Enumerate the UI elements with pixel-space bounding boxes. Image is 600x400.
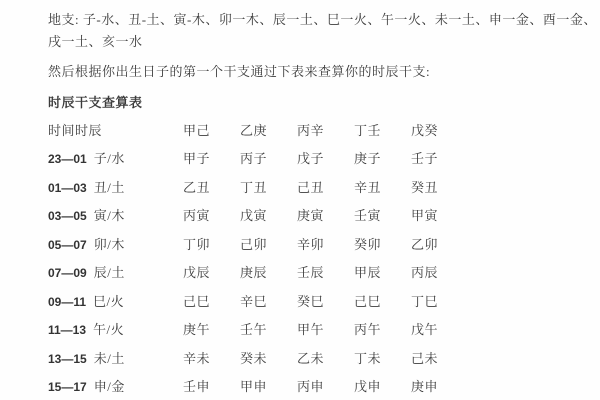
ganzhi-cell: 丁卯 — [183, 236, 211, 252]
ganzhi-cell: 丙辰 — [411, 265, 439, 281]
table-row — [48, 201, 588, 230]
branch-element: 丑/土 — [93, 179, 125, 195]
branch-element: 申/金 — [93, 379, 125, 395]
ganzhi-cell: 壬申 — [183, 379, 211, 395]
ganzhi-cell: 庚午 — [183, 322, 211, 338]
ganzhi-cell: 丙寅 — [183, 208, 211, 224]
column-header: 乙庚 — [240, 122, 268, 138]
dizhi-list-line1: 地支: 子-水、丑-土、寅-木、卯一木、辰一土、巳一火、午一火、未一土、申一金、酉一金、 — [48, 12, 597, 27]
ganzhi-cell: 庚辰 — [240, 265, 268, 281]
time-branch-cell — [48, 348, 183, 367]
ganzhi-cell: 乙卯 — [411, 236, 439, 252]
time-branch-cell — [48, 262, 183, 281]
ganzhi-cell: 乙丑 — [183, 179, 211, 195]
branch-element: 辰/土 — [93, 265, 125, 281]
table-row — [48, 343, 588, 372]
hour-ganzhi-table — [48, 115, 588, 400]
ganzhi-cell: 甲寅 — [411, 208, 439, 224]
ganzhi-cell: 庚子 — [354, 151, 382, 167]
time-range: 03—05 — [48, 209, 87, 224]
ganzhi-cell: 壬午 — [240, 322, 268, 338]
ganzhi-cell: 辛卯 — [297, 236, 325, 252]
ganzhi-cell: 己卯 — [240, 236, 268, 252]
ganzhi-cell: 戊午 — [411, 322, 439, 338]
ganzhi-cell: 癸巳 — [297, 293, 325, 309]
ganzhi-cell: 丁巳 — [411, 293, 439, 309]
time-range: 13—15 — [48, 351, 87, 366]
ganzhi-cell: 癸未 — [240, 350, 268, 366]
time-range: 07—09 — [48, 266, 87, 281]
ganzhi-cell: 辛巳 — [240, 293, 268, 309]
ganzhi-cell: 庚申 — [411, 379, 439, 395]
branch-element: 寅/木 — [93, 208, 125, 224]
table-row — [48, 315, 588, 344]
time-branch-cell — [48, 319, 183, 338]
time-branch-cell — [48, 291, 183, 310]
ganzhi-cell: 丁丑 — [240, 179, 268, 195]
ganzhi-cell: 己未 — [411, 350, 439, 366]
ganzhi-cell: 甲子 — [183, 151, 211, 167]
branch-element: 子/水 — [93, 151, 125, 167]
ganzhi-cell: 己丑 — [297, 179, 325, 195]
time-branch-cell — [48, 148, 183, 167]
ganzhi-cell: 戊寅 — [240, 208, 268, 224]
ganzhi-cell: 己巳 — [183, 293, 211, 309]
dizhi-list-line2: 戌一土、亥一水 — [48, 34, 143, 49]
instruction-text: 然后根据你出生日子的第一个干支通过下表来查算你的时辰干支: — [48, 64, 431, 79]
ganzhi-cell: 乙未 — [297, 350, 325, 366]
ganzhi-cell: 甲申 — [240, 379, 268, 395]
ganzhi-cell: 壬寅 — [354, 208, 382, 224]
time-range: 09—11 — [48, 294, 87, 309]
ganzhi-cell: 甲午 — [297, 322, 325, 338]
column-header: 时间时辰 — [48, 122, 103, 138]
ganzhi-cell: 丙申 — [297, 379, 325, 395]
branch-element: 未/土 — [93, 350, 125, 366]
time-range: 11—13 — [48, 323, 87, 338]
ganzhi-cell: 庚寅 — [297, 208, 325, 224]
column-header: 甲己 — [183, 122, 211, 138]
table-row — [48, 144, 588, 173]
time-branch-cell — [48, 234, 183, 253]
time-range: 05—07 — [48, 237, 87, 252]
column-header: 戊癸 — [411, 122, 439, 138]
ganzhi-cell: 己巳 — [354, 293, 382, 309]
time-branch-cell — [48, 376, 183, 395]
ganzhi-cell: 丁未 — [354, 350, 382, 366]
ganzhi-cell: 癸卯 — [354, 236, 382, 252]
table-title: 时辰干支查算表 — [48, 95, 143, 110]
time-branch-cell — [48, 177, 183, 196]
column-header: 丁壬 — [354, 122, 382, 138]
ganzhi-cell: 戊申 — [354, 379, 382, 395]
ganzhi-cell: 壬辰 — [297, 265, 325, 281]
ganzhi-cell: 辛丑 — [354, 179, 382, 195]
table-body — [48, 144, 588, 400]
ganzhi-cell: 戊子 — [297, 151, 325, 167]
time-range: 01—03 — [48, 180, 87, 195]
time-range: 15—17 — [48, 380, 87, 395]
time-range: 23—01 — [48, 152, 87, 167]
ganzhi-cell: 戊辰 — [183, 265, 211, 281]
ganzhi-cell: 壬子 — [411, 151, 439, 167]
table-row — [48, 372, 588, 400]
branch-element: 卯/木 — [93, 236, 125, 252]
ganzhi-cell: 辛未 — [183, 350, 211, 366]
ganzhi-cell: 甲辰 — [354, 265, 382, 281]
branch-element: 午/火 — [93, 322, 125, 338]
table-row — [48, 286, 588, 315]
table-row — [48, 258, 588, 287]
ganzhi-cell: 丙午 — [354, 322, 382, 338]
table-row — [48, 229, 588, 258]
branch-element: 巳/火 — [93, 293, 125, 309]
column-header: 丙辛 — [297, 122, 325, 138]
time-branch-cell — [48, 205, 183, 224]
ganzhi-cell: 丙子 — [240, 151, 268, 167]
table-row — [48, 172, 588, 201]
table-header-row — [48, 115, 588, 144]
ganzhi-cell: 癸丑 — [411, 179, 439, 195]
